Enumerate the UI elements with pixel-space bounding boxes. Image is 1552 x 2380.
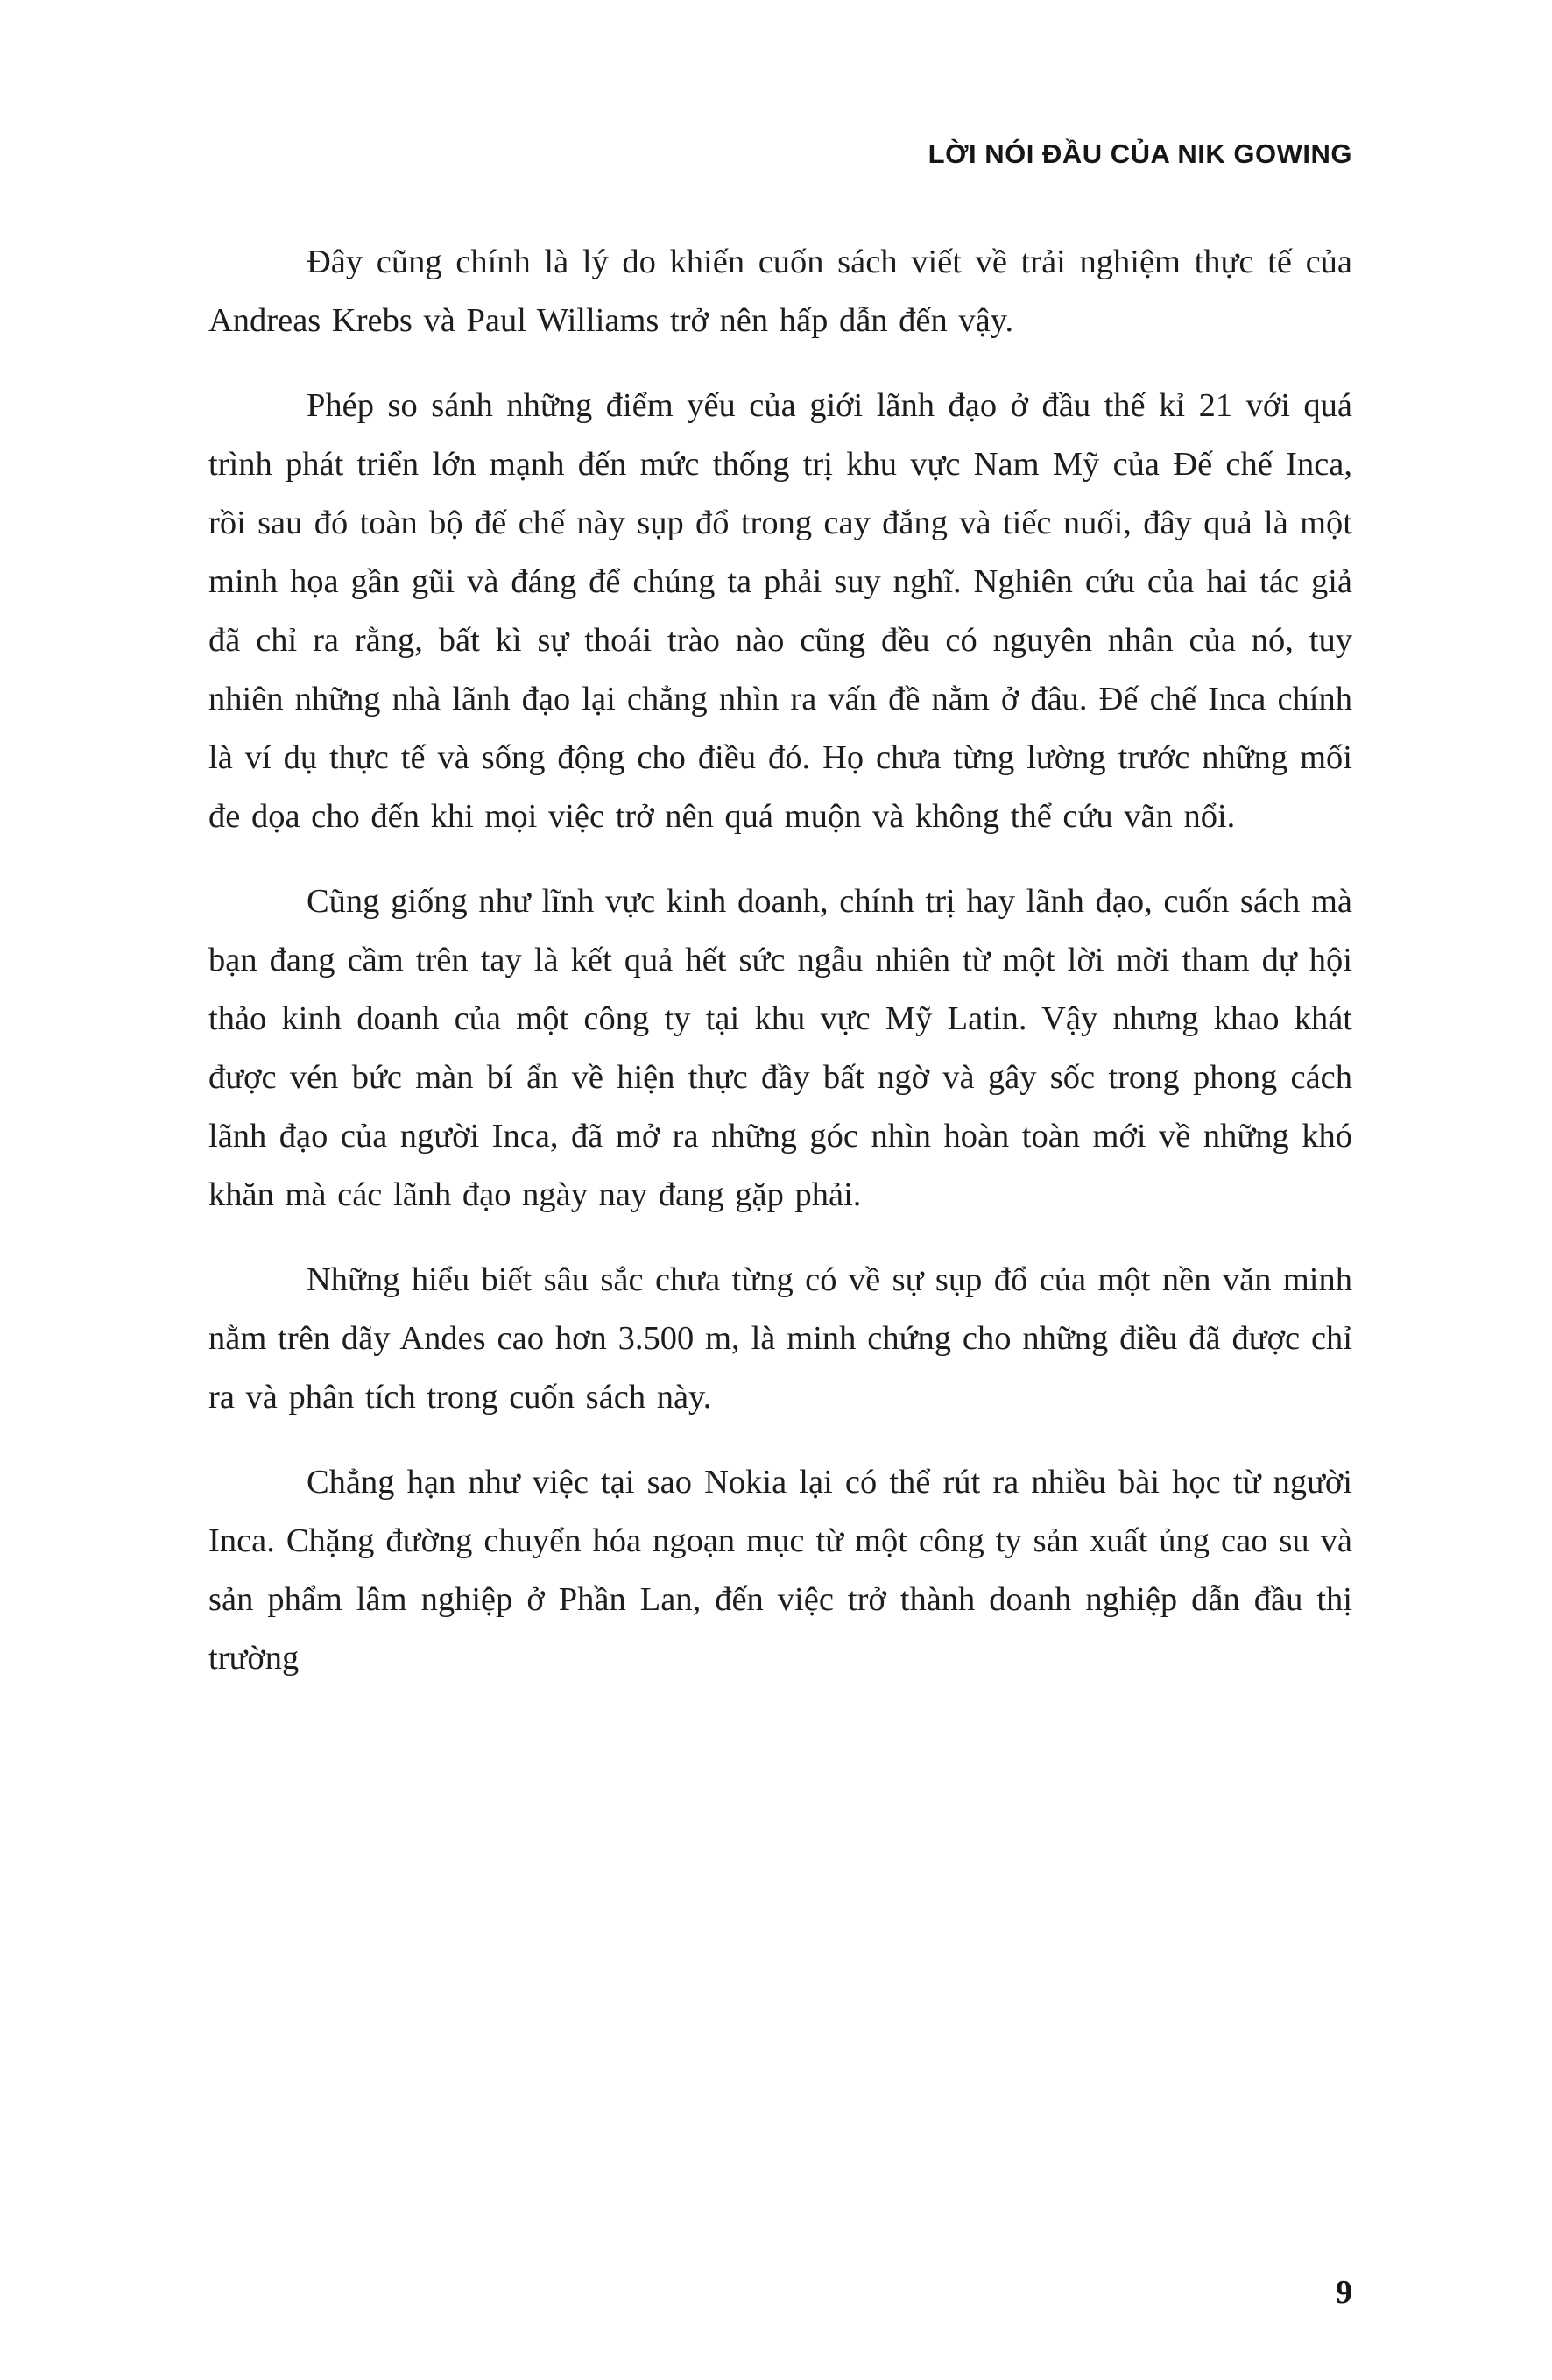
body-text bbox=[208, 233, 1352, 1688]
page-content bbox=[208, 138, 1352, 1714]
paragraph: Những hiểu biết sâu sắc chưa từng có về sự sụp đổ của một nền văn minh nằm trên dãy Andes cao hơn 3.500 m, là minh chứng cho những điều đã được chỉ ra và phân tích trong cuốn sách này. bbox=[208, 1261, 1352, 1416]
paragraph: Đây cũng chính là lý do khiến cuốn sách viết về trải nghiệm thực tế của Andreas Krebs và Paul Williams trở nên hấp dẫn đến vậy. bbox=[208, 244, 1352, 339]
page-number: 9 bbox=[1336, 2274, 1352, 2311]
paragraph: Chẳng hạn như việc tại sao Nokia lại có thể rút ra nhiều bài học từ người Inca. Chặng đường chuyển hóa ngoạn mục từ một công ty sản xuất ủng cao su và sản phẩm lâm nghiệp ở Phần Lan, đến việc trở thành doanh nghiệp dẫn đầu thị trường bbox=[208, 1464, 1352, 1677]
paragraph: Phép so sánh những điểm yếu của giới lãnh đạo ở đầu thế kỉ 21 với quá trình phát triển lớn mạnh đến mức thống trị khu vực Nam Mỹ của Đế chế Inca, rồi sau đó toàn bộ đế chế này sụp đổ trong cay đắng và tiếc nuối, đây quả là một minh họa gần gũi và đáng để chúng ta phải suy nghĩ. Nghiên cứu của hai tác giả đã chỉ ra rằng, bất kì sự thoái trào nào cũng đều có nguyên nhân của nó, tuy nhiên những nhà lãnh đạo lại chẳng nhìn ra vấn đề nằm ở đâu. Đế chế Inca chính là ví dụ thực tế và sống động cho điều đó. Họ chưa từng lường trước những mối đe dọa cho đến khi mọi việc trở nên quá muộn và không thể cứu vãn nổi. bbox=[208, 387, 1352, 835]
paragraph: Cũng giống như lĩnh vực kinh doanh, chính trị hay lãnh đạo, cuốn sách mà bạn đang cầm trên tay là kết quả hết sức ngẫu nhiên từ một lời mời tham dự hội thảo kinh doanh của một công ty tại khu vực Mỹ Latin. Vậy nhưng khao khát được vén bức màn bí ẩn về hiện thực đầy bất ngờ và gây sốc trong phong cách lãnh đạo của người Inca, đã mở ra những góc nhìn hoàn toàn mới về những khó khăn mà các lãnh đạo ngày nay đang gặp phải. bbox=[208, 883, 1352, 1213]
running-header: LỜI NÓI ĐẦU CỦA NIK GOWING bbox=[928, 138, 1352, 169]
